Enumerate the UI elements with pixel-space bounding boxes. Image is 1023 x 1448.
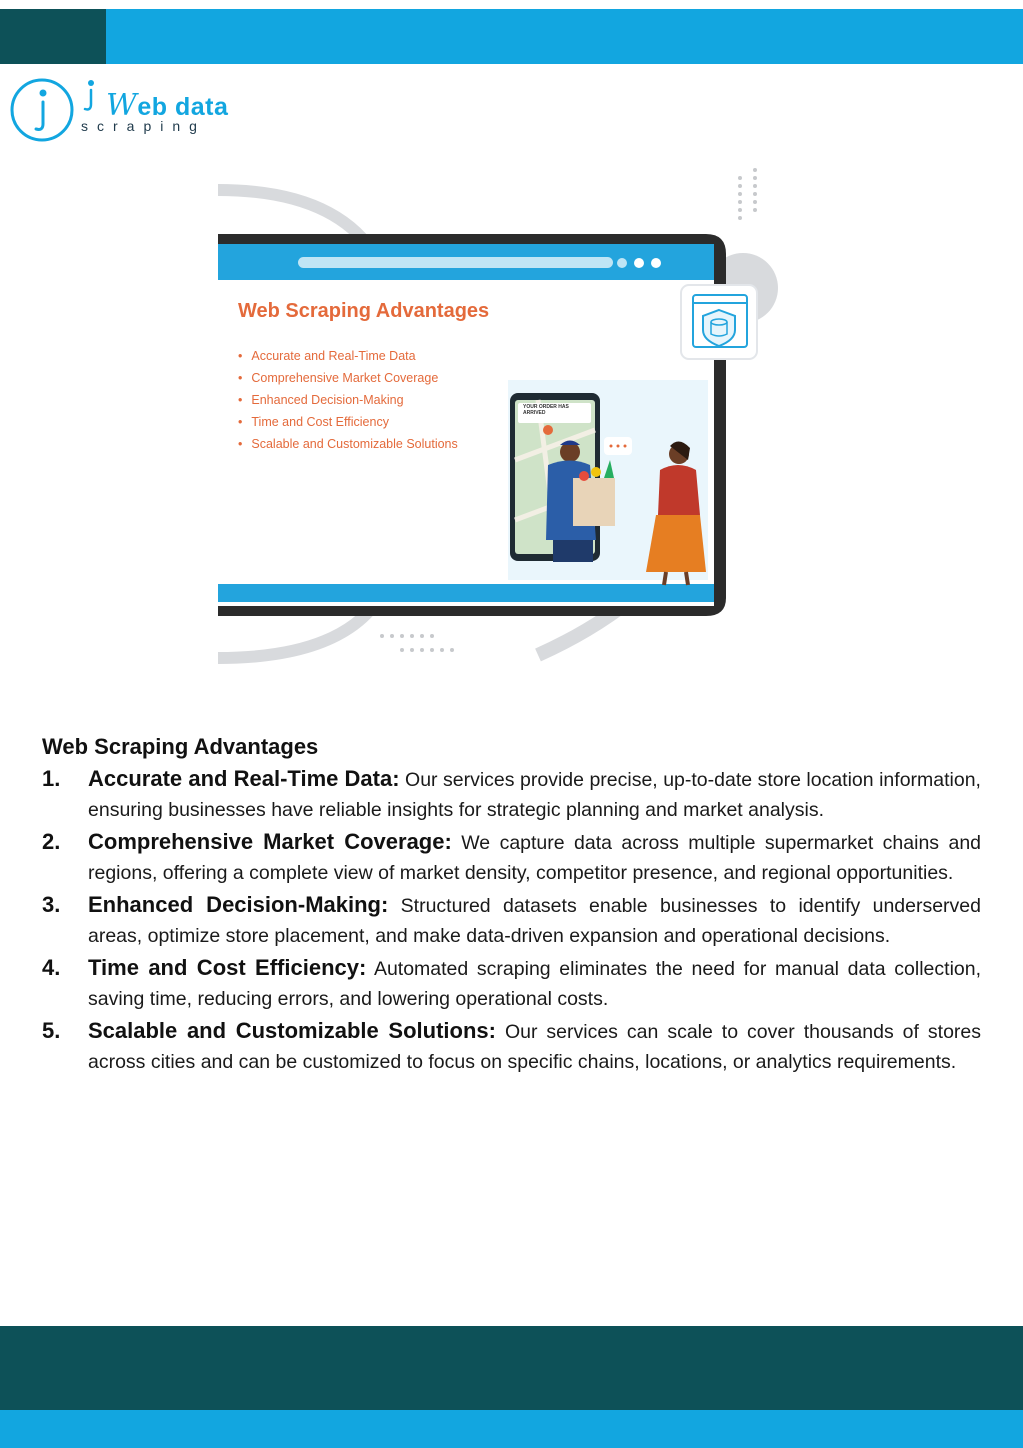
hero-title: Web Scraping Advantages — [238, 300, 490, 322]
advantages-section — [42, 734, 981, 1079]
item-text: Automated scraping eliminates the need for manual data collection, saving time, reducing errors, and lowering operational costs. — [88, 958, 982, 1010]
item-title: Time and Cost Efficiency: — [88, 955, 367, 980]
hero-bullet: • Time and Cost Efficiency — [238, 411, 458, 433]
phone-order-notification: YOUR ORDER HAS ARRIVED — [523, 404, 569, 416]
section-heading: Web Scraping Advantages — [42, 734, 319, 759]
advantage-item — [42, 1016, 981, 1077]
advantage-item — [42, 764, 981, 825]
top-header-band — [0, 9, 1023, 64]
advantage-item — [42, 827, 981, 888]
item-text: Our services provide precise, up-to-date store location information, ensuring businesses have reliable insights for strategic planning and market analysis. — [88, 769, 981, 821]
logo-circle-icon — [10, 76, 80, 146]
item-number: 1. — [42, 766, 61, 791]
logo-j-mark-icon — [82, 78, 96, 118]
footer-accent-band — [0, 1410, 1023, 1448]
item-number: 4. — [42, 955, 61, 980]
item-title: Scalable and Customizable Solutions: — [88, 1018, 496, 1043]
hero-bullet: • Comprehensive Market Coverage — [238, 367, 458, 389]
hero-bullet-list — [238, 345, 458, 455]
company-logo — [10, 76, 230, 146]
advantage-item — [42, 953, 981, 1014]
logo-wordmark: Web data — [106, 88, 229, 123]
item-number: 3. — [42, 892, 61, 917]
footer-band — [0, 1326, 1023, 1410]
item-text: Structured datasets enable businesses to identify underserved areas, optimize store placement, and make data-driven expansion and operational decisions. — [88, 895, 981, 947]
item-title: Accurate and Real-Time Data: — [88, 766, 400, 791]
item-title: Comprehensive Market Coverage: — [88, 829, 452, 854]
item-number: 2. — [42, 829, 61, 854]
advantage-item — [42, 890, 981, 951]
logo-tagline: scraping — [81, 118, 206, 134]
item-title: Enhanced Decision-Making: — [88, 892, 389, 917]
top-header-dark-block — [0, 9, 106, 64]
hero-bullet: • Accurate and Real-Time Data — [238, 345, 458, 367]
hero-illustration — [218, 160, 783, 670]
item-text: We capture data across multiple supermarket chains and regions, offering a complete view of market density, competitor presence, and regional opportunities. — [88, 832, 982, 884]
item-text: Our services can scale to cover thousands of stores across cities and can be customized to focus on specific chains, locations, or analytics requirements. — [88, 1021, 981, 1073]
item-number: 5. — [42, 1018, 61, 1043]
hero-bullet: • Scalable and Customizable Solutions — [238, 433, 458, 455]
hero-bullet: • Enhanced Decision-Making — [238, 389, 458, 411]
